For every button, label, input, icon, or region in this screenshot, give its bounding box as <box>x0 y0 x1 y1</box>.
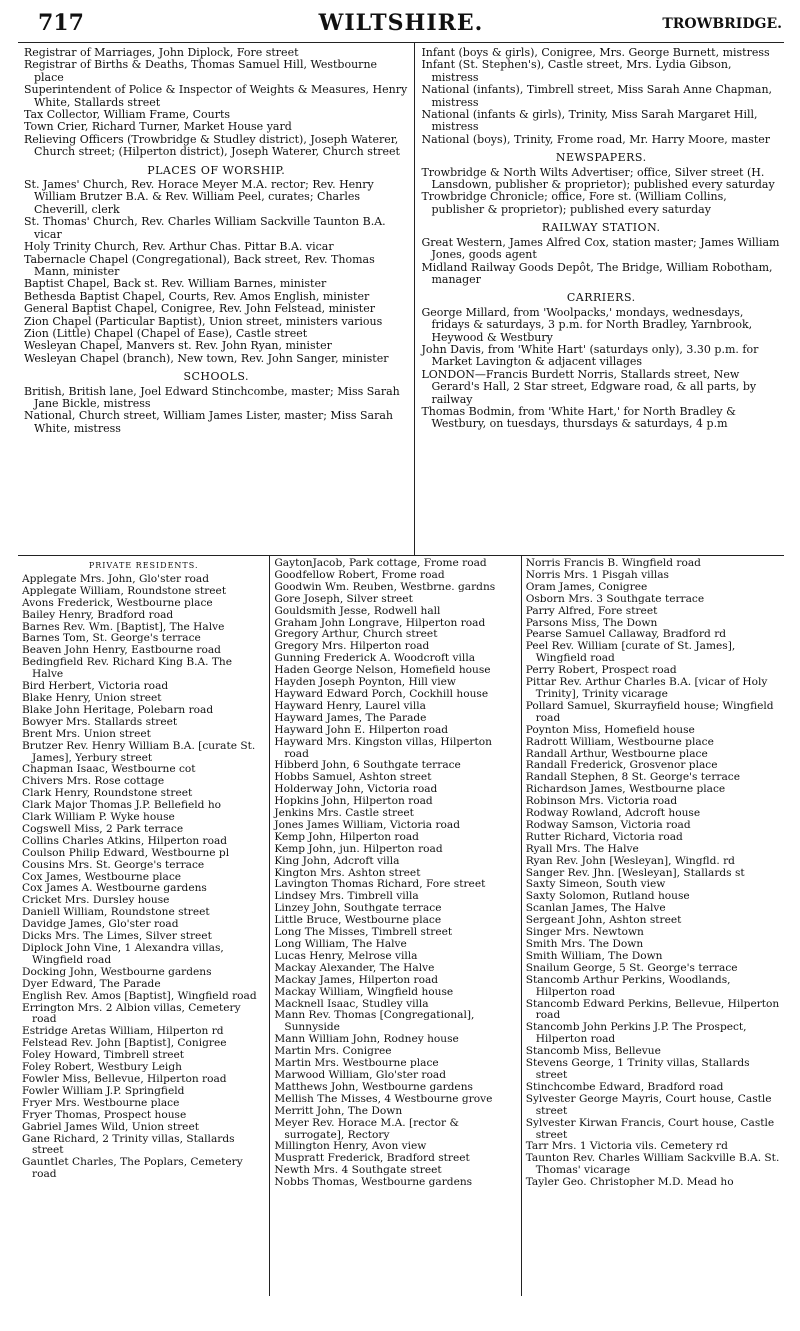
resident-entry: Tayler Geo. Christopher M.D. Mead ho <box>525 1176 734 1189</box>
worship-entry: Baptist Chapel, Back st. Rev. William Barnes, minister <box>24 277 327 291</box>
residents-column-2 <box>270 556 521 1296</box>
resident-entry: Smith William, The Down <box>525 949 663 962</box>
resident-entry: Bird Herbert, Victoria road <box>22 680 169 693</box>
resident-entry: Goodwin Wm. Reuben, Westbrne. gardns <box>274 580 496 593</box>
county-title: WILTSHIRE. <box>318 10 484 36</box>
resident-entry: Dicks Mrs. The Limes, Silver street <box>22 930 212 943</box>
resident-entry: Sergeant John, Ashton street <box>525 914 682 927</box>
resident-entry: Mellish The Misses, 4 Westbourne grove <box>274 1092 493 1105</box>
resident-entry: Sylvester Kirwan Francis, Court house, Castle street <box>525 1116 775 1141</box>
school-entry: Infant (boys & girls), Conigree, Mrs. George Burnett, mistress <box>421 46 770 59</box>
resident-entry: GaytonJacob, Park cottage, Frome road <box>274 557 487 569</box>
resident-entry: Blake Henry, Union street <box>22 691 162 704</box>
resident-entry: Barnes Tom, St. George's terrace <box>22 632 201 645</box>
official-entry: Superintendent of Police & Inspector of Weights & Measures, Henry White, Stallards street <box>24 83 408 109</box>
resident-entry: Bowyer Mrs. Stallards street <box>22 715 178 728</box>
resident-entry: Blake John Heritage, Polebarn road <box>22 703 214 716</box>
resident-entry: Coulson Philip Edward, Westbourne pl <box>22 846 230 859</box>
resident-entry: Fowler Miss, Bellevue, Hilperton road <box>22 1072 227 1085</box>
school-entry: National, Church street, William James Lister, master; Miss Sarah White, mistress <box>24 409 393 435</box>
resident-entry: Oram James, Conigree <box>525 580 648 593</box>
resident-entry: Applegate William, Roundstone street <box>22 584 227 597</box>
resident-entry: Poynton Miss, Homefield house <box>525 723 695 736</box>
resident-entry: Gregory Mrs. Hilperton road <box>274 640 430 653</box>
page-number: 717 <box>38 10 84 36</box>
railway-list <box>421 237 781 287</box>
resident-entry: Mackay Alexander, The Halve <box>274 961 435 974</box>
resident-entry: Tarr Mrs. 1 Victoria vils. Cemetery rd <box>525 1140 728 1153</box>
official-entry: Registrar of Births & Deaths, Thomas Samuel Hill, Westbourne place <box>24 58 378 84</box>
resident-entry: Rutter Richard, Victoria road <box>525 830 683 843</box>
resident-entry: Avons Frederick, Westbourne place <box>22 596 213 609</box>
resident-entry: Mann Rev. Thomas [Congregational], Sunnyside <box>274 1009 475 1034</box>
resident-entry: Norris Francis B. Wingfield road <box>525 557 701 569</box>
resident-entry: Gauntlet Charles, The Poplars, Cemetery road <box>22 1156 243 1181</box>
school-entry: National (infants & girls), Trinity, Miss Sarah Margaret Hill, mistress <box>421 108 758 134</box>
resident-entry: Barnes Rev. Wm. [Baptist], The Halve <box>22 620 225 633</box>
resident-entry: Estridge Aretas William, Hilperton rd <box>22 1025 224 1038</box>
resident-entry: Stinchcombe Edward, Bradford road <box>525 1080 724 1093</box>
resident-entry: Meyer Rev. Horace M.A. [rector & surrogate], Rectory <box>274 1116 459 1141</box>
schools-heading: SCHOOLS. <box>183 370 249 384</box>
resident-entry: Parry Alfred, Fore street <box>525 604 658 617</box>
resident-entry: Kington Mrs. Ashton street <box>274 866 421 879</box>
resident-entry: Fryer Thomas, Prospect house <box>22 1108 187 1121</box>
top-left-column <box>18 43 415 555</box>
resident-entry: Richardson James, Westbourne place <box>525 783 726 796</box>
resident-entry: Cogswell Miss, 2 Park terrace <box>22 822 184 835</box>
resident-entry: Stancomb Edward Perkins, Bellevue, Hilperton road <box>525 997 780 1022</box>
schools-right-list <box>421 47 781 146</box>
resident-entry: Singer Mrs. Newtown <box>525 926 644 939</box>
resident-entry: Lucas Henry, Melrose villa <box>274 949 418 962</box>
resident-entry: Rodway Samson, Victoria road <box>525 818 691 831</box>
resident-entry: Newth Mrs. 4 Southgate street <box>274 1164 442 1177</box>
railway-heading: RAILWAY STATION. <box>541 221 661 235</box>
resident-entry: Nobbs Thomas, Westbourne gardens <box>274 1176 473 1189</box>
resident-entry: Randall Frederick, Grosvenor place <box>525 759 718 772</box>
resident-entry: Ryan Rev. John [Wesleyan], Wingfld. rd <box>525 854 735 867</box>
residents-list-2 <box>274 558 516 1189</box>
resident-entry: Martin Mrs. Westbourne place <box>274 1057 439 1070</box>
residents-heading: PRIVATE RESIDENTS. <box>88 561 199 570</box>
resident-entry: Hayward John E. Hilperton road <box>274 723 449 736</box>
worship-entry: Zion Chapel (Particular Baptist), Union street, ministers various <box>24 314 383 328</box>
worship-entry: St. James' Church, Rev. Horace Meyer M.A. rector; Rev. Henry William Brutzer B.A. & Rev. William Peel, curates; Charles Cheverill, clerk <box>24 178 374 216</box>
resident-entry: Kemp John, Hilperton road <box>274 830 419 843</box>
resident-entry: Jones James William, Victoria road <box>274 818 460 831</box>
residents-list-3 <box>526 558 780 1189</box>
resident-entry: Hayward Mrs. Kingston villas, Hilperton road <box>274 735 492 760</box>
resident-entry: Parsons Miss, The Down <box>525 616 658 629</box>
resident-entry: Davidge James, Glo'ster road <box>22 918 179 931</box>
resident-entry: Pittar Rev. Arthur Charles B.A. [vicar of Holy Trinity], Trinity vicarage <box>525 676 768 700</box>
worship-entry: Zion (Little) Chapel (Chapel of Ease), Castle street <box>24 326 308 340</box>
resident-entry: Hobbs Samuel, Ashton street <box>274 771 432 784</box>
carriers-list <box>421 307 781 431</box>
resident-entry: Clark Major Thomas J.P. Bellefield ho <box>22 799 222 812</box>
resident-entry: Daniell William, Roundstone street <box>22 906 210 919</box>
resident-entry: Haden George Nelson, Homefield house <box>274 664 491 677</box>
resident-entry: Millington Henry, Avon view <box>274 1140 427 1153</box>
school-entry: British, British lane, Joel Edward Stinchcombe, master; Miss Sarah Jane Bickle, mistress <box>24 384 400 410</box>
resident-entry: Kemp John, jun. Hilperton road <box>274 842 443 855</box>
newspaper-entry: Trowbridge Chronicle; office, Fore st. (William Collins, publisher & proprietor); published every saturday <box>421 190 727 216</box>
resident-entry: Lavington Thomas Richard, Fore street <box>274 878 486 891</box>
resident-entry: Robinson Mrs. Victoria road <box>525 795 678 808</box>
residents-column-1 <box>18 556 270 1296</box>
resident-entry: Brutzer Rev. Henry William B.A. [curate St. James], Yerbury street <box>22 739 256 764</box>
directory-page <box>18 6 784 1296</box>
resident-entry: Bailey Henry, Bradford road <box>22 608 174 621</box>
school-entry: National (boys), Trinity, Frome road, Mr. Harry Moore, master <box>421 132 771 146</box>
resident-entry: Dyer Edward, The Parade <box>22 977 161 990</box>
resident-entry: Goodfellow Robert, Frome road <box>274 568 445 581</box>
resident-entry: King John, Adcroft villa <box>274 854 400 867</box>
resident-entry: Cousins Mrs. St. George's terrace <box>22 858 205 871</box>
resident-entry: Clark William P. Wyke house <box>22 811 175 824</box>
carrier-entry: LONDON—Francis Burdett Norris, Stallards street, New Gerard's Hall, 2 Star street, Edgware road, & all parts, by railway <box>421 367 757 406</box>
worship-entry: Wesleyan Chapel, Manvers st. Rev. John Ryan, minister <box>24 339 332 353</box>
worship-entry: Wesleyan Chapel (branch), New town, Rev. John Sanger, minister <box>24 351 389 365</box>
resident-entry: Stancomb John Perkins J.P. The Prospect, Hilperton road <box>525 1021 747 1046</box>
official-entry: Town Crier, Richard Turner, Market House yard <box>24 120 292 134</box>
resident-entry: Marwood William, Glo'ster road <box>274 1068 446 1081</box>
top-section <box>18 43 784 556</box>
resident-entry: Foley Robert, Westbury Leigh <box>22 1061 182 1074</box>
resident-entry: Pearse Samuel Callaway, Bradford rd <box>525 628 727 641</box>
resident-entry: Felstead Rev. John [Baptist], Conigree <box>22 1037 227 1050</box>
worship-entry: General Baptist Chapel, Conigree, Rev. John Felstead, minister <box>24 302 375 316</box>
official-entry: Registrar of Marriages, John Diplock, Fore street <box>24 46 299 59</box>
resident-entry: Radrott William, Westbourne place <box>525 735 714 748</box>
worship-entry: Holy Trinity Church, Rev. Arthur Chas. Pittar B.A. vicar <box>24 240 334 254</box>
residents-section <box>18 556 784 1296</box>
residents-list-1 <box>22 574 265 1181</box>
worship-list <box>24 179 408 365</box>
resident-entry: Saxty Solomon, Rutland house <box>525 890 690 903</box>
worship-entry: St. Thomas' Church, Rev. Charles William Sackville Taunton B.A. vicar <box>24 215 386 241</box>
resident-entry: Clark Henry, Roundstone street <box>22 787 193 800</box>
resident-entry: Sanger Rev. Jhn. [Wesleyan], Stallards st <box>525 866 745 879</box>
carrier-entry: George Millard, from 'Woolpacks,' mondays, wednesdays, fridays & saturdays, 3 p.m. for North Bradley, Yarnbrook, Heywood & Westbury <box>421 305 753 344</box>
town-name: TROWBRIDGE. <box>662 16 782 32</box>
resident-entry: Stevens George, 1 Trinity villas, Stallards street <box>525 1057 750 1081</box>
resident-entry: Linzey John, Southgate terrace <box>274 902 442 915</box>
resident-entry: Graham John Longrave, Hilperton road <box>274 616 486 629</box>
resident-entry: Bedingfield Rev. Richard King B.A. The Halve <box>22 656 233 681</box>
resident-entry: Matthews John, Westbourne gardens <box>274 1080 473 1093</box>
resident-entry: Long William, The Halve <box>274 938 407 950</box>
resident-entry: Rodway Rowland, Adcroft house <box>525 807 701 820</box>
resident-entry: Foley Howard, Timbrell street <box>22 1049 185 1062</box>
schools-left-list <box>24 386 408 436</box>
resident-entry: Gane Richard, 2 Trinity villas, Stallards street <box>22 1132 235 1157</box>
railway-entry: Great Western, James Alfred Cox, station master; James William Jones, goods agent <box>421 235 780 262</box>
official-entry: Relieving Officers (Trowbridge & Studley district), Joseph Waterer, Church street; (Hilperton district), Joseph Waterer, Church street <box>24 132 400 159</box>
resident-entry: Norris Mrs. 1 Pisgah villas <box>525 568 669 581</box>
resident-entry: Long The Misses, Timbrell street <box>274 926 453 939</box>
newspapers-list <box>421 167 781 217</box>
resident-entry: Peel Rev. William [curate of St. James], Wingfield road <box>525 640 736 665</box>
resident-entry: Osborn Mrs. 3 Southgate terrace <box>525 592 705 605</box>
resident-entry: Hibberd John, 6 Southgate terrace <box>274 759 461 772</box>
officials-list <box>24 47 408 159</box>
resident-entry: Beaven John Henry, Eastbourne road <box>22 644 221 657</box>
residents-column-3 <box>522 556 784 1296</box>
resident-entry: Cricket Mrs. Dursley house <box>22 894 170 907</box>
worship-entry: Bethesda Baptist Chapel, Courts, Rev. Amos English, minister <box>24 289 370 303</box>
school-entry: Infant (St. Stephen's), Castle street, Mrs. Lydia Gibson, mistress <box>421 58 732 84</box>
worship-heading: PLACES OF WORSHIP. <box>147 163 286 177</box>
resident-entry: English Rev. Amos [Baptist], Wingfield road <box>22 989 257 1002</box>
page-header <box>18 6 784 43</box>
resident-entry: Stancomb Arthur Perkins, Woodlands, Hilperton road <box>525 973 731 998</box>
railway-entry: Midland Railway Goods Depôt, The Bridge, William Robotham, manager <box>421 260 773 286</box>
resident-entry: Scanlan James, The Halve <box>525 902 666 915</box>
resident-entry: Taunton Rev. Charles William Sackville B.A. St. Thomas' vicarage <box>525 1152 780 1177</box>
resident-entry: Gunning Frederick A. Woodcroft villa <box>274 652 476 665</box>
top-right-column <box>415 43 784 555</box>
newspaper-entry: Trowbridge & North Wilts Advertiser; office, Silver street (H. Lansdown, publisher & proprietor); published every saturday <box>421 165 775 192</box>
resident-entry: Jenkins Mrs. Castle street <box>274 807 414 820</box>
newspapers-heading: NEWSPAPERS. <box>555 151 647 165</box>
resident-entry: Macknell Isaac, Studley villa <box>274 997 429 1010</box>
resident-entry: Hayward Edward Porch, Cockhill house <box>274 687 489 700</box>
resident-entry: Perry Robert, Prospect road <box>525 664 677 677</box>
resident-entry: Hayward James, The Parade <box>274 711 427 724</box>
resident-entry: Saxty Simeon, South view <box>525 878 666 891</box>
resident-entry: Pollard Samuel, Skurrayfield house; Wingfield road <box>525 699 774 724</box>
resident-entry: Hayward Henry, Laurel villa <box>274 699 426 712</box>
resident-entry: Chapman Isaac, Westbourne cot <box>22 763 196 776</box>
resident-entry: Hopkins John, Hilperton road <box>274 795 433 808</box>
resident-entry: Gore Joseph, Silver street <box>274 592 413 605</box>
resident-entry: Collins Charles Atkins, Hilperton road <box>22 834 228 847</box>
resident-entry: Diplock John Vine, 1 Alexandra villas, Wingfield road <box>22 942 224 966</box>
carrier-entry: John Davis, from 'White Hart' (saturdays only), 3.30 p.m. for Market Lavington & adjacent villages <box>421 342 759 369</box>
resident-entry: Lindsey Mrs. Timbrell villa <box>274 890 419 903</box>
resident-entry: Applegate Mrs. John, Glo'ster road <box>22 572 210 585</box>
resident-entry: Gabriel James Wild, Union street <box>22 1120 199 1133</box>
resident-entry: Mackay James, Hilperton road <box>274 973 439 986</box>
resident-entry: Docking John, Westbourne gardens <box>22 965 212 978</box>
school-entry: National (infants), Timbrell street, Miss Sarah Anne Chapman, mistress <box>421 83 773 109</box>
resident-entry: Gregory Arthur, Church street <box>274 628 438 641</box>
resident-entry: Smith Mrs. The Down <box>525 938 644 950</box>
resident-entry: Stancomb Miss, Bellevue <box>525 1045 661 1058</box>
resident-entry: Snailum George, 5 St. George's terrace <box>525 961 738 974</box>
carriers-heading: CARRIERS. <box>566 291 636 305</box>
worship-entry: Tabernacle Chapel (Congregational), Back street, Rev. Thomas Mann, minister <box>24 252 375 278</box>
resident-entry: Sylvester George Mayris, Court house, Castle street <box>525 1092 772 1117</box>
resident-entry: Cox James, Westbourne place <box>22 870 182 883</box>
resident-entry: Fryer Mrs. Westbourne place <box>22 1096 180 1109</box>
resident-entry: Ryall Mrs. The Halve <box>525 842 639 855</box>
resident-entry: Fowler William J.P. Springfield <box>22 1084 185 1097</box>
resident-entry: Little Bruce, Westbourne place <box>274 914 442 927</box>
resident-entry: Merritt John, The Down <box>274 1104 403 1117</box>
official-entry: Tax Collector, William Frame, Courts <box>24 108 231 122</box>
resident-entry: Brent Mrs. Union street <box>22 727 151 740</box>
resident-entry: Hayden Joseph Poynton, Hill view <box>274 676 456 689</box>
resident-entry: Muspratt Frederick, Bradford street <box>274 1152 470 1165</box>
resident-entry: Mann William John, Rodney house <box>274 1033 459 1046</box>
resident-entry: Gouldsmith Jesse, Rodwell hall <box>274 604 441 617</box>
resident-entry: Chivers Mrs. Rose cottage <box>22 775 165 788</box>
resident-entry: Errington Mrs. 2 Albion villas, Cemetery road <box>22 1001 241 1026</box>
resident-entry: Martin Mrs. Conigree <box>274 1045 392 1058</box>
resident-entry: Mackay William, Wingfield house <box>274 985 454 998</box>
resident-entry: Holderway John, Victoria road <box>274 783 438 796</box>
resident-entry: Randall Arthur, Westbourne place <box>525 747 708 760</box>
carrier-entry: Thomas Bodmin, from 'White Hart,' for North Bradley & Westbury, on tuesdays, thursdays & saturdays, 4 p.m <box>421 404 736 431</box>
resident-entry: Cox James A. Westbourne gardens <box>22 882 207 895</box>
resident-entry: Randall Stephen, 8 St. George's terrace <box>525 771 740 784</box>
